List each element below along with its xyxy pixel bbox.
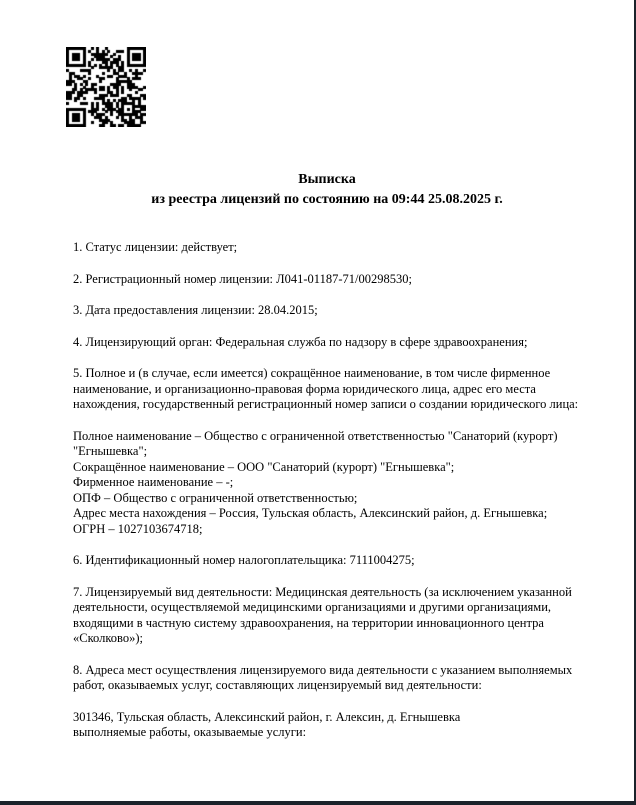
license-reg-number: 2. Регистрационный номер лицензии: Л041-01187-71/00298530; — [73, 271, 412, 286]
licensed-activity: 7. Лицензируемый вид деятельности: Медицинская деятельность (за исключением указанной деятельности, осуществляемой медицинскими организациями и другими организациями, входящими в частную систему здравоохранения, на территории инновационного центра «Сколково»); — [73, 584, 572, 645]
org-names-intro: 5. Полное и (в случае, если имеется) сокращённое наименование, в том числе фирменное наименование, и организационно-правовая форма юридического лица, адрес его места нахождения, государственный регистрационный номер записи о создании юридического лица: — [73, 366, 579, 411]
license-extract — [73, 170, 581, 741]
license-status: 1. Статус лицензии: действует; — [73, 240, 238, 254]
org-brand-name: Фирменное наименование – -; — [73, 475, 234, 489]
org-details-block — [73, 429, 581, 538]
works-services-label: выполняемые работы, оказываемые услуги: — [73, 725, 307, 739]
activity-addresses-intro: 8. Адреса мест осуществления лицензируемого вида деятельности с указанием выполняемых работ, оказываемых услуг, составляющих лицензируемый вид деятельности: — [73, 662, 573, 692]
licensing-authority: 4. Лицензирующий орган: Федеральная служба по надзору в сфере здравоохранения; — [73, 334, 528, 349]
org-ogrn: ОГРН – 1027103674718; — [73, 521, 203, 536]
document-title-line2: из реестра лицензий по состоянию на 09:44 25.08.2025 г. — [151, 192, 503, 207]
qr-code — [66, 47, 146, 127]
org-short-name: Сокращённое наименование – ООО "Санаторий (курорт) "Егнышевка"; — [73, 459, 455, 474]
org-full-name: Полное наименование – Общество с ограниченной ответственностью "Санаторий (курорт) "Егнышевка"; — [73, 428, 558, 458]
org-address: Адрес места нахождения – Россия, Тульская область, Алексинский район, д. Егнышевка; — [73, 506, 548, 520]
taxpayer-inn: 6. Идентификационный номер налогоплательщика: 7111004275; — [73, 553, 415, 567]
activity-address: 301346, Тульская область, Алексинский район, г. Алексин, д. Егнышевка — [73, 709, 461, 724]
document-body — [73, 240, 581, 741]
org-legal-form: ОПФ – Общество с ограниченной ответственностью; — [73, 490, 358, 505]
document-title-line1: Выписка — [298, 172, 356, 187]
document-title — [73, 170, 581, 210]
activity-address-block — [73, 710, 581, 741]
license-grant-date: 3. Дата предоставления лицензии: 28.04.2015; — [73, 303, 318, 317]
